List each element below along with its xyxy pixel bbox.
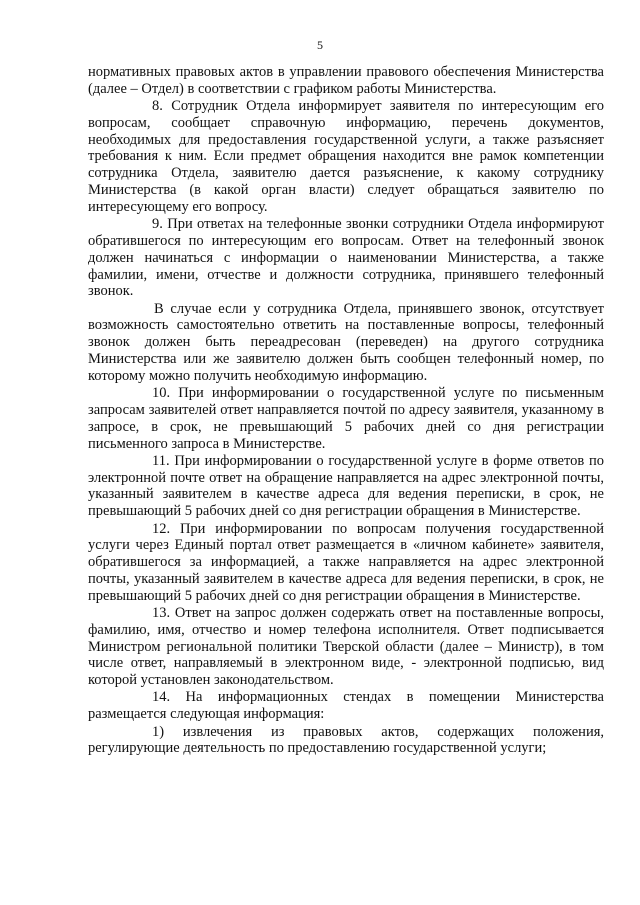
paragraph-9-continued: В случае если у сотрудника Отдела, принявшего звонок, отсутствует возможность самостоятельно ответить на поставленные вопросы, телефонный звонок должен быть переадресован (переведен) на другого сотрудника Министерства или же заявителю должен быть сообщен телефонный номер, по которому можно получить необходимую информацию.	[88, 300, 604, 384]
document-body	[88, 64, 604, 758]
paragraph-8: 8. Сотрудник Отдела информирует заявителя по интересующим его вопросам, сообщает справочную информацию, перечень документов, необходимых для предоставления государственной услуги, а также разъясняет требования к ним. Если предмет обращения находится вне рамок компетенции сотрудника Отдела, заявителю дается разъяснение, к какому сотруднику Министерства (в какой орган власти) следует обращаться заявителю по интересующему его вопросу.	[88, 98, 604, 215]
list-item-1: 1) извлечения из правовых актов, содержащих положения, регулирующие деятельность по предоставлению государственной услуги;	[88, 723, 604, 757]
paragraph-13: 13. Ответ на запрос должен содержать ответ на поставленные вопросы, фамилию, имя, отчество и номер телефона исполнителя. Ответ подписывается Министром региональной политики Тверской области (далее – Министр), в том числе ответ, направляемый в электронном виде, - электронной подписью, вид которой установлен законодательством.	[88, 605, 604, 689]
paragraph-14: 14. На информационных стендах в помещении Министерства размещается следующая информация:	[88, 689, 604, 723]
paragraph-12: 12. При информировании по вопросам получения государственной услуги через Единый портал ответ размещается в «личном кабинете» заявителя, обратившегося за информацией, а также направляется на адрес электронной почты, указанный заявителем в качестве адреса для ведения переписки, в срок, не превышающий 5 рабочих дней со дня регистрации обращения в Министерстве.	[88, 520, 604, 604]
paragraph-11: 11. При информировании о государственной услуге в форме ответов по электронной почте ответ на обращение направляется на адрес электронной почты, указанный заявителем в качестве адреса для ведения переписки, в срок, не превышающий 5 рабочих дней со дня регистрации обращения в Министерстве.	[88, 452, 604, 520]
paragraph-10: 10. При информировании о государственной услуге по письменным запросам заявителей ответ направляется почтой по адресу заявителя, указанному в запросе, в срок, не превышающий 5 рабочих дней со дня регистрации письменного запроса в Министерстве.	[88, 385, 604, 452]
paragraph-continuation: нормативных правовых актов в управлении правового обеспечения Министерства (далее – Отдел) в соответствии с графиком работы Министерства.	[88, 64, 604, 97]
paragraph-9: 9. При ответах на телефонные звонки сотрудники Отдела информируют обратившегося по интересующим его вопросам. Ответ на телефонный звонок должен начинаться с информации о наименовании Министерства, а также фамилии, имени, отчестве и должности сотрудника, принявшего телефонный звонок.	[88, 216, 604, 300]
page-number: 5	[317, 38, 323, 52]
